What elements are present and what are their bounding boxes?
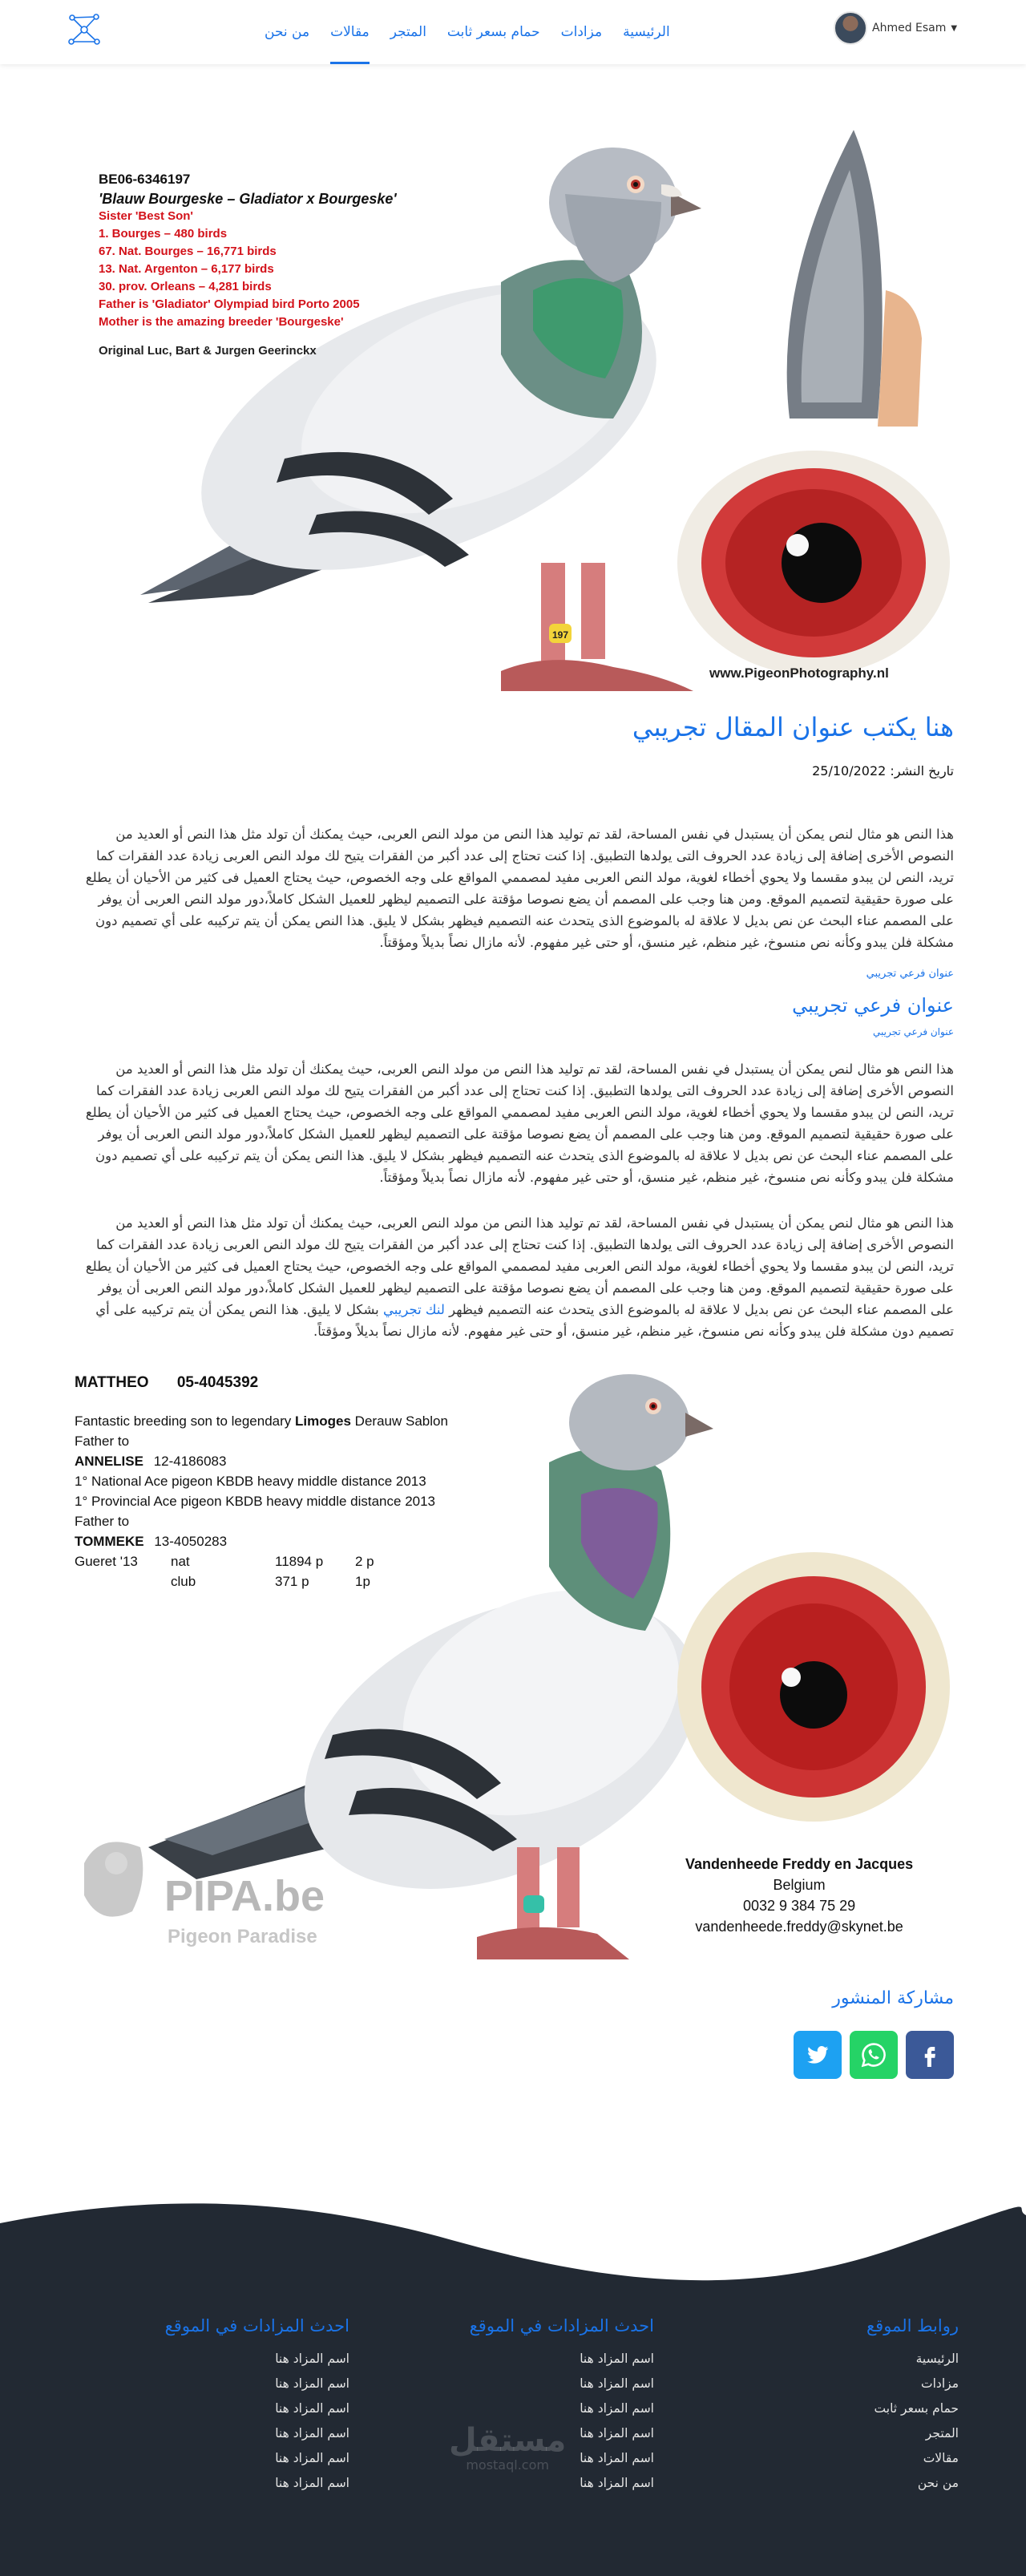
pedigree-line: 1° Provincial Ace pigeon KBDB heavy middle distance 2013 [75, 1494, 436, 1509]
pigeon-ring: 05-4045392 [176, 1374, 259, 1391]
footer-auction-link[interactable]: اسم المزاد هنا [580, 2451, 654, 2465]
watermark-arabic: مستقل [449, 2422, 567, 2459]
nav-link-articles[interactable]: مقالات [330, 0, 370, 64]
paragraph-text: هذا النص هو مثال لنص يمكن أن يستبدل في نفس المساحة، لقد تم توليد هذا النص من مولد النص العربى، حيث يمكنك أن تولد مثل هذا النص أو العديد من النصوص الأخرى إضافة إلى زيادة عدد الحروف التى يولدها التطبيق. إذا كنت تحتاج إلى عدد أكبر من الفقرات يتيح لك مولد النص العربى زيادة عدد الفقرات كما تريد، النص لن يبدو مقسما ولا يحوي أخطاء لغوية، مولد النص العربى مفيد لمصممي المواقع على وجه الخصوص، حيث يحتاج العميل فى كثير من الأحيان أن يطلع على صورة حقيقية لتصميم الموقع. ومن هنا وجب على المصمم أن يضع نصوصا مؤقتة على التصميم ليظهر للعميل الشكل كاملاً،دور مولد النص العربى أن يوفر على المصمم عناء البحث عن نص بديل لا علاقة له بالموضوع الذى يتحدث عنه التصميم فيظهر [85, 1215, 954, 1317]
stat-cell: 371 p [275, 1574, 309, 1589]
pedigree-text [99, 172, 397, 358]
ring-tag: 197 [552, 629, 569, 641]
nav-link-fixed-price[interactable]: حمام بسعر ثابت [446, 24, 540, 40]
article-paragraph [72, 1212, 954, 1342]
footer-wave [0, 2191, 1026, 2311]
pedigree-line: Father is 'Gladiator' Olympiad bird Porto 2005 [99, 297, 360, 311]
share-section [72, 1988, 954, 2079]
breeder-country: Belgium [773, 1877, 826, 1893]
user-name[interactable]: Ahmed Esam [872, 22, 947, 34]
pipa-logo: PIPA.be [164, 1872, 325, 1920]
share-title: مشاركة المنشور [832, 1988, 954, 2008]
paragraph-text: بشكل لا يليق. هذا النص يمكن أن يتم تركيبه على أي تصميم دون مشكلة فلن يبدو وكأنه نص منسوخ، غير منظم، غير منسق، أو حتى غير مفهوم. لأنه مازال نصاً بديلاً ومؤقتاً. [95, 1302, 954, 1339]
user-menu[interactable] [834, 11, 957, 45]
stat-cell: nat [171, 1554, 190, 1569]
footer-column-title: احدث المزادات في الموقع [469, 2316, 654, 2335]
article-title: هنا يكتب عنوان المقال تجريبي [632, 712, 954, 742]
article-body [72, 712, 954, 1342]
main-nav [265, 0, 670, 64]
article-paragraph: هذا النص هو مثال لنص يمكن أن يستبدل في نفس المساحة، لقد تم توليد هذا النص من مولد النص العربى، حيث يمكنك أن تولد مثل هذا النص أو العديد من النصوص الأخرى إضافة إلى زيادة عدد الحروف التى يولدها التطبيق. إذا كنت تحتاج إلى عدد أكبر من الفقرات يتيح لك مولد النص العربى زيادة عدد الفقرات كما تريد، النص لن يبدو مقسما ولا يحوي أخطاء لغوية، مولد النص العربى مفيد لمصممي المواقع على وجه الخصوص، حيث يحتاج العميل فى كثير من الأحيان أن يطلع على صورة حقيقية لتصميم الموقع. ومن هنا وجب على المصمم أن يضع نصوصا مؤقتة على التصميم ليظهر للعميل الشكل كاملاً،دور مولد النص العربى أن يوفر على المصمم عناء البحث عن نص بديل لا علاقة له بالموضوع الذى يتحدث عنه التصميم فيظهر بشكل لا يليق. هذا النص يمكن أن يتم تركيبه على أي تصميم دون مشكلة فلن يبدو وكأنه نص منسوخ، غير منظم، غير منسق، أو حتى غير مفهوم. لأنه مازال نصاً بديلاً ومؤقتاً. [85, 1062, 954, 1185]
pedigree-text-2 [75, 1374, 448, 1591]
footer-auction-link[interactable]: اسم المزاد هنا [580, 2476, 654, 2490]
site-footer [0, 2310, 1026, 2576]
footer-auction-link[interactable]: اسم المزاد هنا [580, 2376, 654, 2391]
footer-auction-link[interactable]: اسم المزاد هنا [275, 2451, 349, 2465]
pedigree-line: Derauw Sablon [354, 1413, 448, 1429]
footer-site-links [866, 2316, 959, 2496]
twitter-icon [805, 2042, 830, 2068]
publish-date: تاريخ النشر: 25/10/2022 [812, 763, 954, 778]
pigeon-name: MATTHEO [75, 1374, 149, 1391]
pedigree-line: 1° National Ace pigeon KBDB heavy middle distance 2013 [75, 1474, 426, 1489]
footer-link[interactable]: مقالات [923, 2451, 959, 2465]
watermark-latin: mostaql.com [466, 2457, 549, 2473]
pedigree-line: 30. prov. Orleans – 4,281 birds [99, 280, 272, 293]
footer-link[interactable]: مزادات [921, 2376, 959, 2391]
stat-cell: Gueret '13 [75, 1554, 138, 1569]
chevron-down-icon[interactable]: ▼ [951, 23, 958, 33]
race-stats [75, 1551, 448, 1591]
pedigree-ring: BE06-6346197 [99, 172, 191, 187]
subtitle-caption: عنوان فرعي تجريبي [873, 1026, 954, 1037]
nav-link-store[interactable]: المتجر [390, 24, 426, 40]
network-logo-icon[interactable] [66, 11, 103, 48]
breeder-name: Vandenheede Freddy en Jacques [685, 1856, 914, 1872]
whatsapp-share-button[interactable] [850, 2031, 898, 2079]
footer-link[interactable]: المتجر [925, 2426, 959, 2441]
nav-link-home[interactable]: الرئيسية [623, 24, 670, 40]
child-name: ANNELISE [75, 1454, 143, 1469]
footer-auction-link[interactable]: اسم المزاد هنا [580, 2426, 654, 2441]
stat-cell: 2 p [355, 1554, 374, 1569]
footer-link[interactable]: حمام بسعر ثابت [874, 2401, 959, 2416]
stat-cell: 11894 p [275, 1554, 324, 1569]
twitter-share-button[interactable] [794, 2031, 842, 2079]
footer-auction-link[interactable]: اسم المزاد هنا [275, 2376, 349, 2391]
mostaql-watermark [449, 2422, 566, 2473]
subtitle-link[interactable]: عنوان فرعي تجريبي [866, 968, 954, 980]
photo-watermark: www.PigeonPhotography.nl [709, 665, 889, 681]
child-ring: 12-4186083 [153, 1454, 227, 1469]
stat-cell: 1p [355, 1574, 370, 1589]
footer-column-title: احدث المزادات في الموقع [164, 2316, 349, 2335]
footer-column-title: روابط الموقع [866, 2316, 959, 2335]
nav-link-about[interactable]: من نحن [265, 24, 310, 40]
top-navbar [0, 0, 1026, 64]
article-subtitle: عنوان فرعي تجريبي [792, 994, 954, 1017]
whatsapp-icon [860, 2041, 887, 2068]
facebook-share-button[interactable] [906, 2031, 954, 2079]
stat-cell [75, 1571, 171, 1591]
facebook-icon [918, 2043, 942, 2067]
article-hero-image [52, 82, 974, 693]
stat-cell: club [171, 1574, 196, 1589]
footer-link[interactable]: من نحن [917, 2476, 959, 2490]
footer-auction-link[interactable]: اسم المزاد هنا [580, 2401, 654, 2416]
pedigree-line: Mother is the amazing breeder 'Bourgeske' [99, 315, 344, 329]
breeder-info [685, 1854, 913, 1937]
pedigree-line: 1. Bourges – 480 birds [99, 227, 228, 241]
inline-link[interactable]: لنك تجريبي [383, 1302, 445, 1317]
child-name: TOMMEKE [75, 1534, 144, 1549]
pedigree-line: Fantastic breeding son to legendary [75, 1413, 292, 1429]
pedigree-line: Father to [75, 1514, 130, 1529]
footer-auction-link[interactable]: اسم المزاد هنا [580, 2352, 654, 2366]
share-icons [72, 2031, 954, 2079]
footer-link[interactable]: الرئيسية [915, 2352, 959, 2366]
article-second-image [68, 1366, 958, 1964]
nav-link-auctions[interactable]: مزادات [560, 24, 603, 40]
pedigree-line: Father to [75, 1434, 130, 1449]
pedigree-origin: Original Luc, Bart & Jurgen Geerinckx [99, 344, 317, 358]
article-paragraph: هذا النص هو مثال لنص يمكن أن يستبدل في نفس المساحة، لقد تم توليد هذا النص من مولد النص العربى، حيث يمكنك أن تولد مثل هذا النص أو العديد من النصوص الأخرى إضافة إلى زيادة عدد الحروف التى يولدها التطبيق. إذا كنت تحتاج إلى عدد أكبر من الفقرات يتيح لك مولد النص العربى زيادة عدد الفقرات كما تريد، النص لن يبدو مقسما ولا يحوي أخطاء لغوية، مولد النص العربى مفيد لمصممي المواقع على وجه الخصوص، حيث يحتاج العميل فى كثير من الأحيان أن يطلع على صورة حقيقية لتصميم الموقع. ومن هنا وجب على المصمم أن يضع نصوصا مؤقتة على التصميم ليظهر للعميل الشكل كاملاً،دور مولد النص العربى أن يوفر على المصمم عناء البحث عن نص بديل لا علاقة له بالموضوع الذى يتحدث عنه التصميم فيظهر بشكل لا يليق. هذا النص يمكن أن يتم تركيبه على أي تصميم دون مشكلة فلن يبدو وكأنه نص منسوخ، غير منظم، غير منسق، أو حتى غير مفهوم. لأنه مازال نصاً بديلاً ومؤقتاً. [85, 827, 954, 950]
pedigree-line: 13. Nat. Argenton – 6,177 birds [99, 262, 274, 276]
footer-auction-link[interactable]: اسم المزاد هنا [275, 2401, 349, 2416]
footer-auction-link[interactable]: اسم المزاد هنا [275, 2426, 349, 2441]
pedigree-names: 'Blauw Bourgeske – Gladiator x Bourgeske' [99, 191, 397, 207]
pedigree-line: 67. Nat. Bourges – 16,771 birds [99, 245, 277, 258]
breeder-email: vandenheede.freddy@skynet.be [695, 1919, 903, 1935]
footer-auction-link[interactable]: اسم المزاد هنا [275, 2352, 349, 2366]
pedigree-line: Limoges [295, 1413, 351, 1429]
pipa-logo-subtitle: Pigeon Paradise [168, 1926, 317, 1947]
footer-auction-link[interactable]: اسم المزاد هنا [275, 2476, 349, 2490]
breeder-phone: 0032 9 384 75 29 [742, 1898, 856, 1914]
pedigree-line: Sister 'Best Son' [99, 209, 194, 223]
footer-latest-auctions-2 [165, 2316, 349, 2496]
child-ring: 13-4050283 [154, 1534, 228, 1549]
avatar[interactable] [834, 11, 867, 45]
